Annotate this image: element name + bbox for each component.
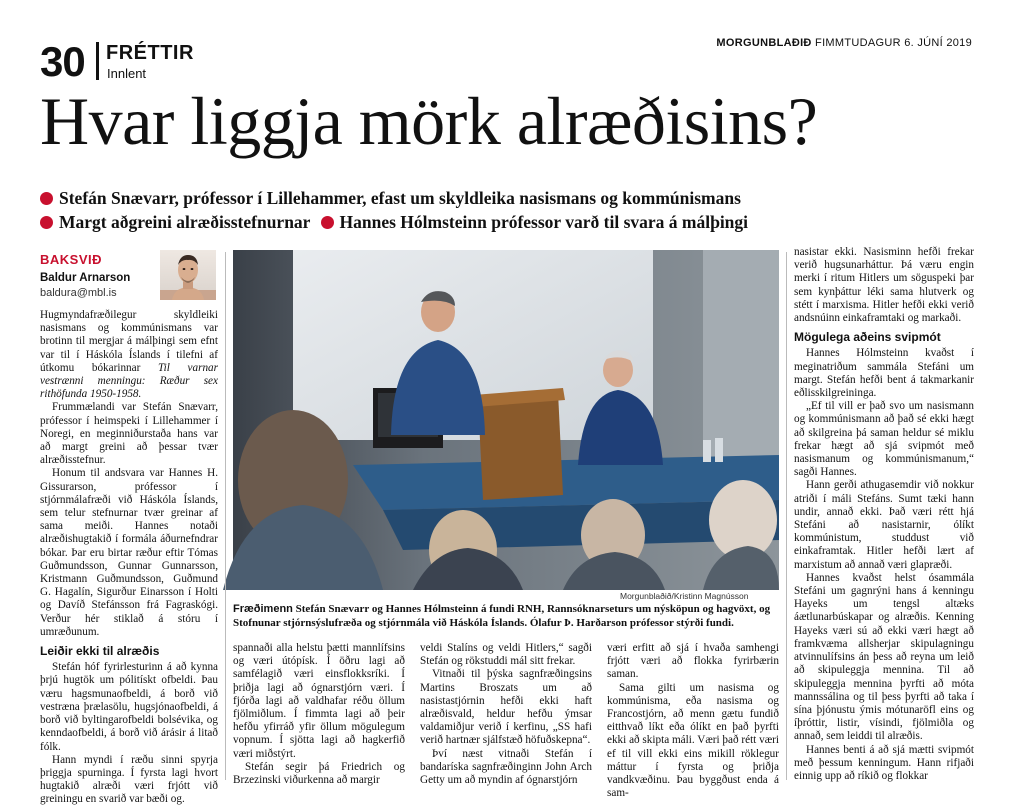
caption-text: Stefán Snævarr og Hannes Hólmsteinn á fundi RNH, Rannsóknarseturs um nýsköpun og hagvöxt, og Stofnunar stjórnsýslufræða og stjórnmála við Háskóla Íslands. Ólafur Þ. Harðarson prófessor stýrði fundi. bbox=[233, 603, 771, 629]
paragraph: Frummælandi var Stefán Snævarr, prófessor í heimspeki í Lillehammer í Noregi, en meginniðurstaða hans var að margt greini að þessar tvær alræðisstefnur. bbox=[40, 401, 218, 467]
masthead-date: FIMMTUDAGUR 6. JÚNÍ 2019 bbox=[815, 37, 972, 49]
photo-caption bbox=[233, 603, 779, 630]
subsection-title: Innlent bbox=[107, 66, 147, 81]
paragraph: Hann myndi í ræðu sinni spyrja þriggja spurninga. Í fyrsta lagi hvort hugtakið alræði væri frjótt við greiningu en svarið var bæði og. bbox=[40, 753, 218, 806]
paragraph: væri erfitt að sjá í hvaða samhengi frjótt væri að flokka fyrirbærin saman. bbox=[607, 642, 779, 681]
paragraph: Vitnaði til þýska sagnfræðingsins Martins Broszats um að nasistastjórnin hefði ekki haft alræðisvald, heldur hefðu ýmsar valdamiðjur verið í kerfinu, „SS hafi verið hartnær sjálfstæð höfuðskepna“. bbox=[420, 668, 592, 747]
subheading: Mögulega aðeins svipmót bbox=[794, 330, 941, 345]
paragraph: Hannes Hólmsteinn kvaðst í meginatriðum sammála Stefáni um margt. Stefán hefði bent á takmarkanir eðlisskilgreininga. bbox=[794, 347, 974, 400]
photo-credit: Morgunblaðið/Kristinn Magnússon bbox=[620, 591, 749, 601]
author-avatar bbox=[160, 250, 216, 300]
paragraph: Honum til andsvara var Hannes H. Gissurarson, prófessor í stjórnmálafræði við Háskóla Íslands, sem telur stefnurnar tvær greinar af sama meiði. Hannes notaði alræðishugtakið í formála áðurnefndrar bókar. Þar eru birtar ræður eftir Tómas Guðmundsson, Gunnar Gunnarsson, Kristmann Guðmundsson, Guðmund G. Hagalín, Sigurður Einarsson í Holti og Davíð Stefánsson frá Fagraskógi. Verður hér stiklað á stóru í umræðunum. bbox=[40, 467, 218, 638]
paragraph: „Ef til vill er það svo um nasismann og kommúnismann að það sé ekki hægt að skilgreina þá saman heldur sé miklu frekar hægt að sjá svipmót með nasismanum og kommúnismanum,“ sagði Hannes. bbox=[794, 400, 974, 479]
red-bullet-icon bbox=[40, 192, 53, 205]
paragraph: Hugmyndafræðilegur skyldleiki nasismans og kommúnismans var brotinn til mergjar á málþingi sem efnt var til í Háskóla Íslands í tilefni af útkomu bókarinnar Til varnar vestrænni menningu: Ræður sex rithöfunda 1950-1958. bbox=[40, 309, 218, 401]
paragraph: Því næst vitnaði Stefán í bandaríska sagnfræðinginn John Arch Getty um að myndin af ógnarstjórn bbox=[420, 747, 592, 787]
headline: Hvar liggja mörk alræðisins? bbox=[40, 83, 818, 159]
paragraph: Sama gilti um nasisma og kommúnisma, eða nasisma og Francostjórn, að menn gætu fundið eitthvað líkt eða ólíkt en það þyrfti ekki að skipta máli. Væri það rétt væri ef til vill ekki eins mikill röklegur máttur í fyrsta og þriðja vandkvæðinu. Þau byggðust enda á sam- bbox=[607, 681, 779, 800]
kicker: BAKSVIÐ bbox=[40, 252, 103, 267]
header-divider bbox=[96, 42, 99, 80]
paragraph: Stefán segir þá Friedrich og Brzezinski viðurkenna að margir bbox=[233, 760, 405, 787]
paragraph: spannaði alla helstu þætti mannlífsins og væri útópísk. Í öðru lagi að samfélagið væri einsflokksríki. Í þriðja lagi að ógnarstjórn væri. Í fjórða lagi að valdhafar réðu öllum fjölmiðlum. Í fimmta lagi að þeir hefðu yfirráð yfir öllum mögulegum vopnum. Í sjötta lagi að hagkerfið væri miðstýrt. bbox=[233, 642, 405, 760]
bullet-text: Margt aðgreini alræðisstefnurnar bbox=[59, 212, 311, 232]
section-title: FRÉTTIR bbox=[106, 42, 194, 64]
paragraph: nasistar ekki. Nasisminn hefði frekar verið hugsunarháttur. Þá væru engin merki í ritum Hitlers um söguspeki þar sem kynþáttur léki sama hlutverk og stétt í marxisma. Hitler hefði ekki verið andsnúinn einkaframtaki og markaði. bbox=[794, 246, 974, 325]
paragraph: Stefán hóf fyrirlesturinn á að kynna þrjú hugtök um pólitískt ofbeldi. Þau væru hagsmunaofbeldi, á borð við vestræna þrælasölu, hugsjónaofbeldi, á borð við byltingarofbeldi bolsévika, og kenndaofbeldi, á borð við árásir á litað fólk. bbox=[40, 661, 218, 753]
page-number: 30 bbox=[40, 38, 85, 85]
article-column-5 bbox=[794, 246, 974, 780]
author-name: Baldur Arnarson bbox=[40, 272, 131, 284]
column-rule bbox=[225, 252, 226, 780]
article-column-1 bbox=[40, 309, 218, 806]
author-email[interactable]: baldura@mbl.is bbox=[40, 287, 117, 299]
masthead bbox=[716, 37, 972, 49]
paragraph: Hann gerði athugasemdir við nokkur atriði í máli Stefáns. Sumt tæki hann undir, annað ekki. Það væri rétt hjá Stefáni að nasistarnir, ólíkt kommúnistum, studdust við einkaframtak. Hitler hefði lært af marxistum að annað væri glapræði. bbox=[794, 479, 974, 571]
bullet-text: Stefán Snævarr, prófessor í Lillehammer, efast um skyldleika nasismans og kommúnismans bbox=[59, 188, 741, 208]
red-bullet-icon bbox=[40, 216, 53, 229]
masthead-name: MORGUNBLAÐIÐ bbox=[716, 37, 812, 49]
bullet-text: Hannes Hólmsteinn prófessor varð til svara á málþingi bbox=[339, 212, 749, 232]
article-column-2 bbox=[233, 642, 405, 787]
red-bullet-icon bbox=[321, 216, 334, 229]
paragraph: veldi Stalíns og veldi Hitlers,“ sagði Stefán og rökstuddi mál sitt frekar. bbox=[420, 642, 592, 668]
subheadline-bullets bbox=[40, 186, 748, 234]
column-rule bbox=[786, 252, 787, 780]
article-photo bbox=[233, 250, 779, 590]
paragraph: Hannes kvaðst helst ósammála Stefáni um gagnrýni hans á kenningu Hayeks um tengsl altæks áætlunarbúskapar og alræðis. Kenning Hayeks væri sú að ekki væri hægt að framkvæma allsherjar skipulagningu atvinnulífsins án þess að reyna um leið að skipuleggja mennina. Til að skipuleggja mennina þyrfti að móta mannssálina og til þess þyrfti að taka í sína þjónustu ýmis mótunaröfl eins og íþróttir, listir, vísindi, fjölmiðla og annað, sem leiddi til alræðis. bbox=[794, 571, 974, 743]
bullet-line-1 bbox=[40, 186, 748, 210]
book-title: Til varnar vestrænni menningu: Ræður sex rithöfunda 1950-1958. bbox=[40, 361, 218, 401]
paragraph: Hannes benti á að sjá mætti svipmót með þessum kenningum. Hann rifjaði einnig upp að ríkið og flokkar bbox=[794, 743, 974, 782]
article-column-3 bbox=[420, 642, 592, 787]
subheading: Leiðir ekki til alræðis bbox=[40, 644, 160, 659]
caption-lead: Fræðimenn bbox=[233, 603, 293, 615]
article-column-4 bbox=[607, 642, 779, 800]
bullet-line-2 bbox=[40, 210, 748, 234]
